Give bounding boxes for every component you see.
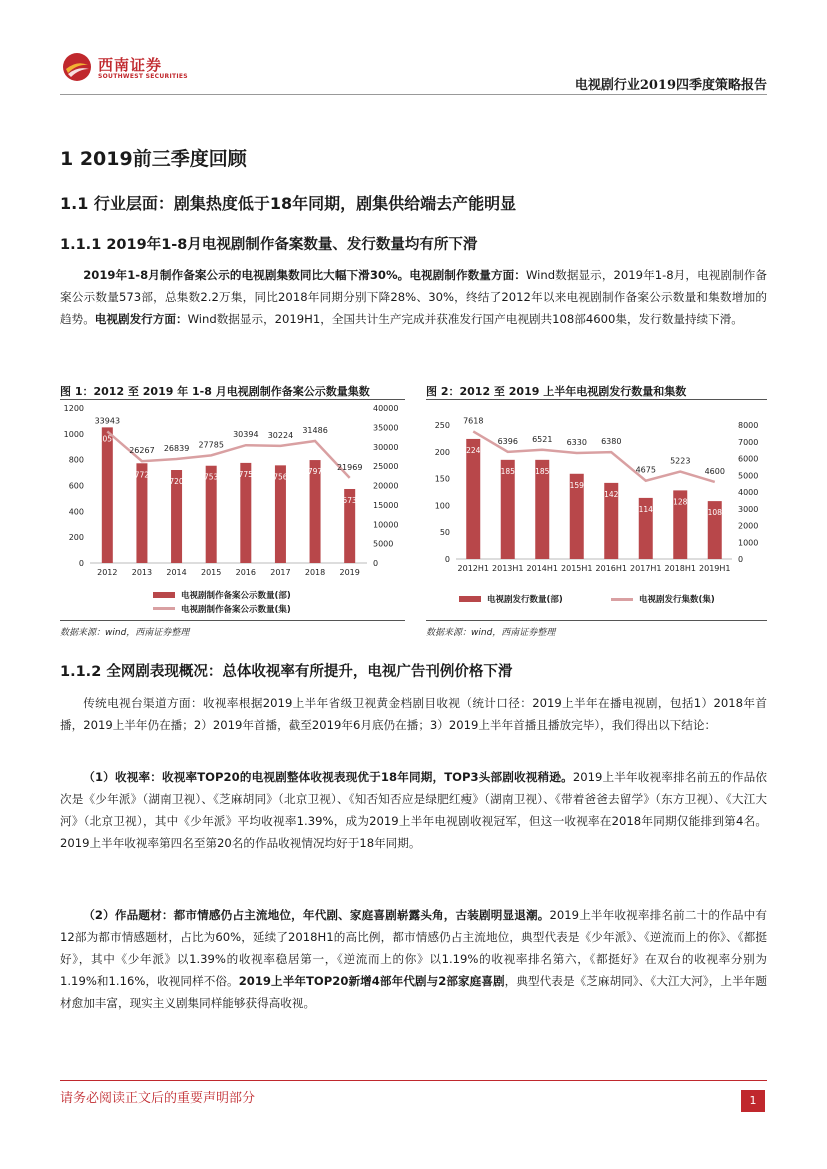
fig2-left-tick: 0: [444, 555, 450, 564]
fig2-category-label: 2014H1: [526, 564, 558, 573]
fig1-legend-line-label: 电视剧制作备案公示数量(集): [181, 605, 291, 615]
header-divider: [60, 94, 767, 95]
fig1-right-tick: 10000: [373, 520, 399, 530]
fig1-category-label: 2013: [131, 568, 153, 577]
fig1-line-label: 31486: [302, 425, 328, 435]
company-logo-english: SOUTHWEST SECURITIES: [98, 73, 188, 80]
fig1-left-tick: 200: [68, 533, 84, 543]
section-heading-1-1-2: 1.1.2 全网剧表现概况：总体收视率有所提升，电视广告刊例价格下滑: [60, 664, 513, 680]
paragraph-genre-lead: （2）作品题材：都市情感仍占主流地位，年代剧、家庭喜剧崭露头角，古装剧明显退潮。: [83, 908, 550, 922]
page-number: 1: [741, 1090, 765, 1112]
fig1-left-tick: 400: [68, 507, 84, 517]
fig1-category-label: 2019: [339, 568, 360, 577]
fig1-category-label: 2015: [201, 568, 222, 577]
fig1-bar-label: 1050: [97, 434, 117, 444]
section-heading-1-1-1: 1.1.1 2019年1-8月电视剧制作备案数量、发行数量均有所下滑: [60, 237, 478, 253]
figure-2-top-rule: [426, 399, 767, 400]
fig1-left-tick: 0: [78, 559, 84, 568]
fig2-line-label: 7618: [463, 416, 484, 426]
footer-divider: [60, 1080, 767, 1081]
fig2-left-tick: 150: [434, 474, 450, 484]
fig2-bar: [466, 439, 480, 559]
fig2-bar-label: 185: [500, 466, 515, 476]
fig1-category-label: 2016: [235, 568, 256, 577]
figure-2-title: 图 2：2012 至 2019 上半年电视剧发行数量和集数: [426, 385, 687, 398]
footer-disclaimer: 请务必阅读正文后的重要声明部分: [60, 1091, 256, 1106]
fig1-right-tick: 20000: [373, 481, 399, 491]
paragraph-genre: [60, 904, 767, 1014]
fig1-line-label: 26267: [129, 446, 155, 456]
fig2-category-label: 2012H1: [457, 564, 489, 573]
fig2-right-tick: 6000: [738, 454, 759, 464]
fig2-category-label: 2013H1: [492, 564, 524, 573]
fig2-left-tick: 50: [439, 528, 450, 538]
fig2-right-tick: 1000: [738, 538, 759, 548]
paragraph-ratings-lead: （1）收视率：收视率TOP20的电视剧整体收视表现优于18年同期，TOP3头部剧收视稍逊。: [83, 770, 573, 784]
paragraph-genre-highlight: 2019上半年TOP20新增4部年代剧与2部家庭喜剧: [238, 974, 505, 988]
fig1-bar: [102, 427, 113, 563]
fig2-right-tick: 7000: [738, 437, 759, 447]
fig1-left-tick: 600: [68, 481, 84, 491]
fig1-left-tick: 1000: [63, 429, 84, 439]
fig1-category-label: 2012: [97, 568, 118, 577]
fig2-right-tick: 4000: [738, 488, 759, 497]
fig1-line-label: 30394: [233, 430, 259, 440]
fig1-right-tick: 40000: [373, 404, 399, 413]
fig1-legend-bar-label: 电视剧制作备案公示数量(部): [181, 591, 291, 601]
figure-2-bottom-rule: [426, 620, 767, 621]
paragraph-production-lead: 2019年1-8月制作备案公示的电视剧集数同比大幅下滑30%。电视剧制作数量方面：: [83, 268, 526, 282]
fig2-right-tick: 2000: [738, 521, 759, 531]
fig1-bar-label: 797: [307, 467, 323, 477]
fig2-bar-label: 114: [638, 504, 653, 514]
fig1-line-label: 21969: [336, 462, 363, 472]
fig2-left-tick: 250: [434, 421, 450, 430]
paragraph-distribution-lead: 电视剧发行方面：: [94, 312, 188, 326]
figure-1-chart: [60, 401, 405, 618]
fig2-line-label: 6396: [497, 436, 518, 446]
paragraph-production-text: Wind数据显示，2019年1-8月，电视剧制作备案公示数量573部，总集数2.2万集，同比2018年同期分别下降28%、30%，终结了2012年以来电视剧制作备案公示数量和集数增加的趋势。: [60, 268, 767, 326]
fig1-right-tick: 15000: [373, 500, 399, 510]
fig2-line-label: 6330: [566, 437, 587, 447]
fig1-line-label: 33943: [94, 416, 121, 426]
fig1-category-label: 2018: [304, 568, 326, 577]
fig2-line-label: 4675: [635, 465, 656, 475]
figure-1-title: 图 1：2012 至 2019 年 1-8 月电视剧制作备案公示数量集数: [60, 385, 370, 398]
fig2-bar-label: 159: [569, 480, 584, 490]
figure-1-source: 数据来源：wind，西南证券整理: [60, 628, 190, 638]
fig1-left-tick: 1200: [63, 404, 84, 413]
fig2-right-tick: 3000: [738, 504, 759, 514]
fig1-legend-line-swatch: [153, 607, 175, 610]
fig2-legend-bar-label: 电视剧发行数量(部): [487, 595, 563, 605]
fig1-bar-label: 756: [273, 472, 288, 482]
fig2-bar-label: 128: [673, 497, 688, 507]
report-title: 电视剧行业2019四季度策略报告: [574, 78, 767, 93]
fig2-bar-label: 142: [604, 489, 619, 499]
fig2-right-tick: 5000: [738, 471, 759, 481]
fig1-legend-bar-swatch: [153, 592, 175, 598]
fig1-category-label: 2014: [166, 568, 187, 577]
fig1-bar-label: 772: [134, 470, 150, 480]
fig1-bar-label: 753: [204, 472, 219, 482]
fig2-right-tick: 0: [738, 555, 744, 564]
fig1-right-tick: 35000: [373, 423, 399, 433]
fig1-line-label: 30224: [267, 430, 294, 440]
paragraph-tv-channel: 传统电视台渠道方面：收视率根据2019上半年省级卫视黄金档剧目收视（统计口径：2019上半年在播电视剧，包括1）2018年首播，2019上半年仍在播；2）2019年首播，截至2019年6月底仍在播；3）2019上半年首播且播放完毕），我们得出以下结论：: [60, 696, 767, 732]
fig1-line-label: 27785: [198, 440, 224, 450]
paragraph-ratings-text: 2019上半年收视率排名前五的作品依次是《少年派》（湖南卫视）、《芝麻胡同》（北京卫视）、《知否知否应是绿肥红瘦》（湖南卫视）、《带着爸爸去留学》（东方卫视）、《大江大河》（北京卫视），其中《少年派》平均收视率1.39%，成为2019上半年电视剧收视冠军，但这一收视率在2018年同期仅能排到第4名。2019上半年收视率第四名至第20名的作品收视情况均好于18年同期。: [60, 770, 767, 850]
fig2-category-label: 2016H1: [595, 564, 627, 573]
paragraph-distribution-text: Wind数据显示，2019H1，全国共计生产完成并获准发行国产电视剧共108部4600集，发行数量持续下滑。: [187, 312, 743, 326]
fig1-line-label: 26839: [163, 443, 190, 453]
fig1-right-tick: 5000: [373, 539, 394, 549]
company-logo-icon: [62, 52, 92, 82]
fig2-line-label: 5223: [670, 456, 691, 466]
fig2-bar-label: 185: [535, 466, 550, 476]
figure-1-bottom-rule: [60, 620, 405, 621]
fig1-right-tick: 0: [373, 559, 379, 568]
fig2-line-label: 6521: [532, 434, 553, 444]
section-heading-1: 1 2019前三季度回顾: [60, 148, 247, 170]
paragraph-production: [60, 264, 767, 330]
fig2-line-label: 4600: [704, 466, 725, 476]
fig1-bar-label: 775: [238, 469, 253, 479]
fig2-category-label: 2017H1: [630, 564, 662, 573]
fig2-legend-bar-swatch: [459, 596, 481, 602]
fig1-left-tick: 800: [68, 455, 84, 465]
figure-1-top-rule: [60, 399, 405, 400]
fig2-left-tick: 200: [434, 447, 450, 457]
paragraph-genre-text-2: ，典型代表是《芝麻胡同》、《大江大河》，上半年题材愈加丰富，现实主义剧集同样能够获得高收视。: [60, 974, 767, 1010]
fig1-bar-label: 573: [342, 495, 357, 505]
fig2-left-tick: 100: [434, 501, 450, 511]
fig2-legend-line-swatch: [611, 598, 633, 601]
section-heading-1-1: 1.1 行业层面：剧集热度低于18年同期，剧集供给端去产能明显: [60, 194, 517, 213]
fig2-category-label: 2015H1: [561, 564, 593, 573]
figure-2-chart: [426, 401, 767, 618]
fig2-category-label: 2018H1: [664, 564, 696, 573]
company-logo-text: 西南证券: [98, 56, 163, 74]
fig1-bar-label: 720: [169, 477, 184, 486]
fig2-bar-label: 108: [707, 508, 722, 518]
fig2-line-label: 6380: [601, 437, 622, 447]
figure-2-source: 数据来源：wind，西南证券整理: [426, 628, 556, 638]
fig1-right-tick: 25000: [373, 462, 399, 472]
fig1-category-label: 2017: [270, 568, 291, 577]
fig2-right-tick: 8000: [738, 421, 759, 430]
fig2-bar-label: 224: [466, 445, 481, 455]
fig2-legend-line-label: 电视剧发行集数(集): [639, 595, 715, 605]
fig1-right-tick: 30000: [373, 442, 399, 452]
fig2-category-label: 2019H1: [699, 564, 731, 573]
paragraph-genre-text: 2019上半年收视率排名前二十的作品中有12部为都市情感题材，占比为60%，延续了2018H1的高比例，都市情感仍占主流地位，典型代表是《少年派》、《逆流而上的你》、《都挺好》，其中《少年派》以1.39%的收视率稳居第一，《逆流而上的你》以1.19%的收视率排名第六，《都挺好》在双台的收视率分别为1.19%和1.16%，收视同样不俗。: [60, 908, 767, 988]
paragraph-ratings: [60, 766, 767, 854]
